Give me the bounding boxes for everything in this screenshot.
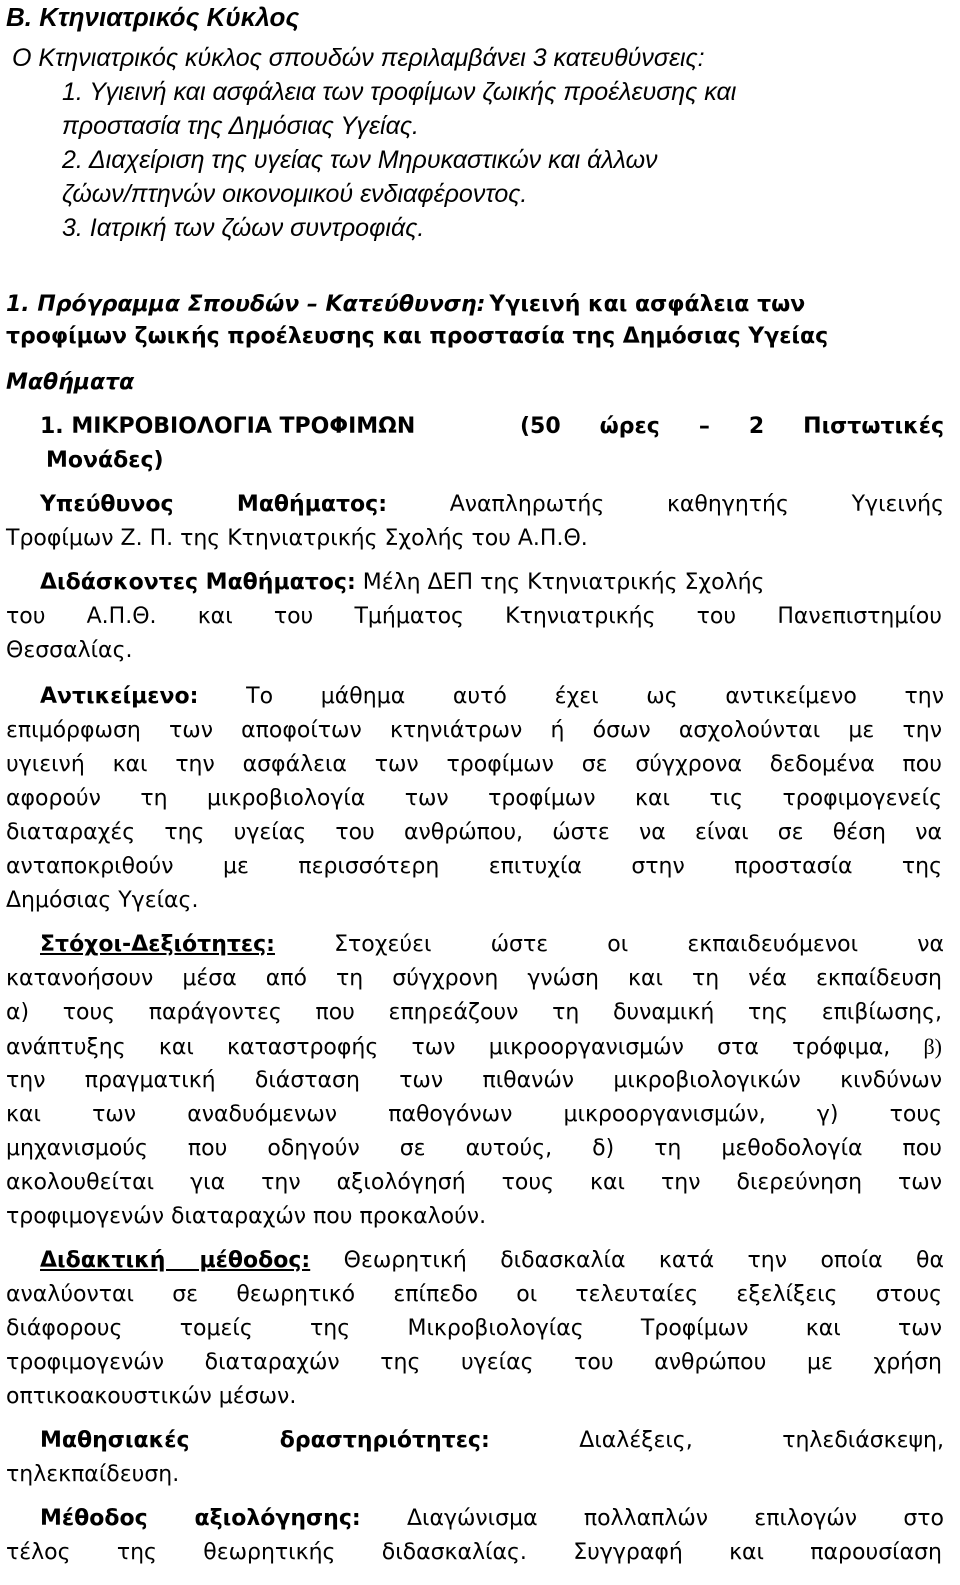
program-heading-line2: τροφίμων ζωικής προέλευσης και προστασία της Δημόσιας Υγείας [6, 324, 829, 349]
program-heading-rest: Υγιεινή και ασφάλεια των [489, 292, 806, 317]
goals-line: α) τους παράγοντες που επηρεάζουν τη δυναμική της επιβίωσης, [6, 1000, 942, 1025]
teachers-line2: του Α.Π.Θ. και του Τμήματος Κτηνιατρικής του Πανεπιστημίου [6, 604, 942, 629]
intro-line: προστασία της Δημόσιας Υγείας. [62, 112, 419, 140]
responsible-label: Υπεύθυνος Μαθήματος: [40, 492, 387, 517]
activities-label: Μαθησιακές δραστηριότητες: [40, 1428, 490, 1453]
objective-line: διαταραχές της υγείας του ανθρώπου, ώστε να είναι σε θέση να [6, 820, 942, 845]
goals-line: την πραγματική διάσταση των πιθανών μικροβιολογικών κινδύνων [6, 1068, 942, 1093]
teachers-text: Μέλη ΔΕΠ της Κτηνιατρικής Σχολής [362, 570, 765, 595]
goals-line [40, 932, 944, 957]
intro-line: 2. Διαχείριση της υγείας των Μηρυκαστικών και άλλων [62, 146, 658, 174]
teachers-line3: Θεσσαλίας. [6, 638, 133, 663]
responsible-line [40, 492, 944, 517]
objective-line [40, 684, 944, 709]
method-line: διάφορους τομείς της Μικροβιολογίας Τροφίμων και των [6, 1316, 942, 1341]
intro-line: Ο Κτηνιατρικός κύκλος σπουδών περιλαμβάνει 3 κατευθύνσεις: [12, 44, 705, 72]
goals-line: κατανοήσουν μέσα από τη σύγχρονη γνώση και τη νέα εκπαίδευση [6, 966, 942, 991]
course-title: 1. ΜΙΚΡΟΒΙΟΛΟΓΙΑ ΤΡΟΦΙΜΩΝ [40, 414, 416, 439]
goals-line: ακολουθείται για την αξιολόγησή τους και την διερεύνηση των [6, 1170, 942, 1195]
teachers-label: Διδάσκοντες Μαθήματος: [40, 570, 356, 595]
responsible-line2: Τροφίμων Ζ. Π. της Κτηνιατρικής Σχολής του Α.Π.Θ. [6, 526, 588, 551]
objective-last: Δημόσιας Υγείας. [6, 888, 199, 913]
goals-line [6, 1034, 942, 1060]
method-label: Διδακτική μέθοδος: [40, 1248, 311, 1273]
intro-line: ζώων/πτηνών οικονομικού ενδιαφέροντος. [62, 180, 528, 208]
activities-text: Διαλέξεις, τηλεδιάσκεψη, [579, 1428, 944, 1453]
teachers-line [40, 570, 764, 595]
method-line [40, 1248, 944, 1273]
responsible-text: Αναπληρωτής καθηγητής Υγιεινής [449, 492, 944, 517]
method-text: Θεωρητική διδασκαλία κατά την οποία θα [343, 1248, 944, 1273]
program-heading [6, 292, 805, 317]
goals-line: μηχανισμούς που οδηγούν σε αυτούς, δ) τη μεθοδολογία που [6, 1136, 942, 1161]
objective-label: Αντικείμενο: [40, 684, 199, 709]
objective-text: Το μάθημα αυτό έχει ως αντικείμενο την [246, 684, 944, 709]
intro-line: 3. Ιατρική των ζώων συντροφιάς. [62, 214, 425, 242]
course-hours: (50 ώρες – 2 Πιστωτικές [520, 414, 944, 439]
method-line: τροφιμογενών διαταραχών της υγείας του ανθρώπου με χρήση [6, 1350, 942, 1375]
goals-text: Στοχεύει ώστε οι εκπαιδευόμενοι να [334, 932, 944, 957]
activities-line [40, 1428, 944, 1453]
method-line: αναλύονται σε θεωρητικό επίπεδο οι τελευταίες εξελίξεις στους [6, 1282, 942, 1307]
goals-line: και των αναδυόμενων παθογόνων μικροοργανισμών, γ) τους [6, 1102, 942, 1127]
evaluation-text: Διαγώνισμα πολλαπλών επιλογών στο [406, 1506, 944, 1531]
activities-last: τηλεκπαίδευση. [6, 1462, 180, 1487]
goals-label: Στόχοι-Δεξιότητες: [40, 932, 275, 957]
evaluation-line [40, 1506, 944, 1531]
goals-line4-tail: β) [923, 1034, 942, 1059]
method-last: οπτικοακουστικών μέσων. [6, 1384, 297, 1409]
evaluation-line2: τέλος της θεωρητικής διδασκαλίας. Συγγραφή και παρουσίαση [6, 1540, 942, 1565]
section-title: Β. Κτηνιατρικός Κύκλος [6, 2, 300, 32]
intro-line: 1. Υγιεινή και ασφάλεια των τροφίμων ζωικής προέλευσης και [62, 78, 737, 106]
objective-line: επιμόρφωση των αποφοίτων κτηνιάτρων ή όσων ασχολούνται με την [6, 718, 942, 743]
goals-last: τροφιμογενών διαταραχών που προκαλούν. [6, 1204, 487, 1229]
objective-line: υγιεινή και την ασφάλεια των τροφίμων σε σύγχρονα δεδομένα που [6, 752, 942, 777]
objective-line: ανταποκριθούν με περισσότερη επιτυχία στην προστασία της [6, 854, 942, 879]
objective-line: αφορούν τη μικροβιολογία των τροφίμων και τις τροφιμογενείς [6, 786, 942, 811]
goals-line4-main: ανάπτυξης και καταστροφής των μικροοργανισμών στα τρόφιμα, [6, 1035, 891, 1060]
program-heading-prefix: 1. Πρόγραμμα Σπουδών – Κατεύθυνση: [6, 292, 486, 317]
course-title-line2: Μονάδες) [46, 448, 164, 473]
courses-label: Μαθήματα [6, 370, 135, 395]
evaluation-label: Μέθοδος αξιολόγησης: [40, 1506, 361, 1531]
